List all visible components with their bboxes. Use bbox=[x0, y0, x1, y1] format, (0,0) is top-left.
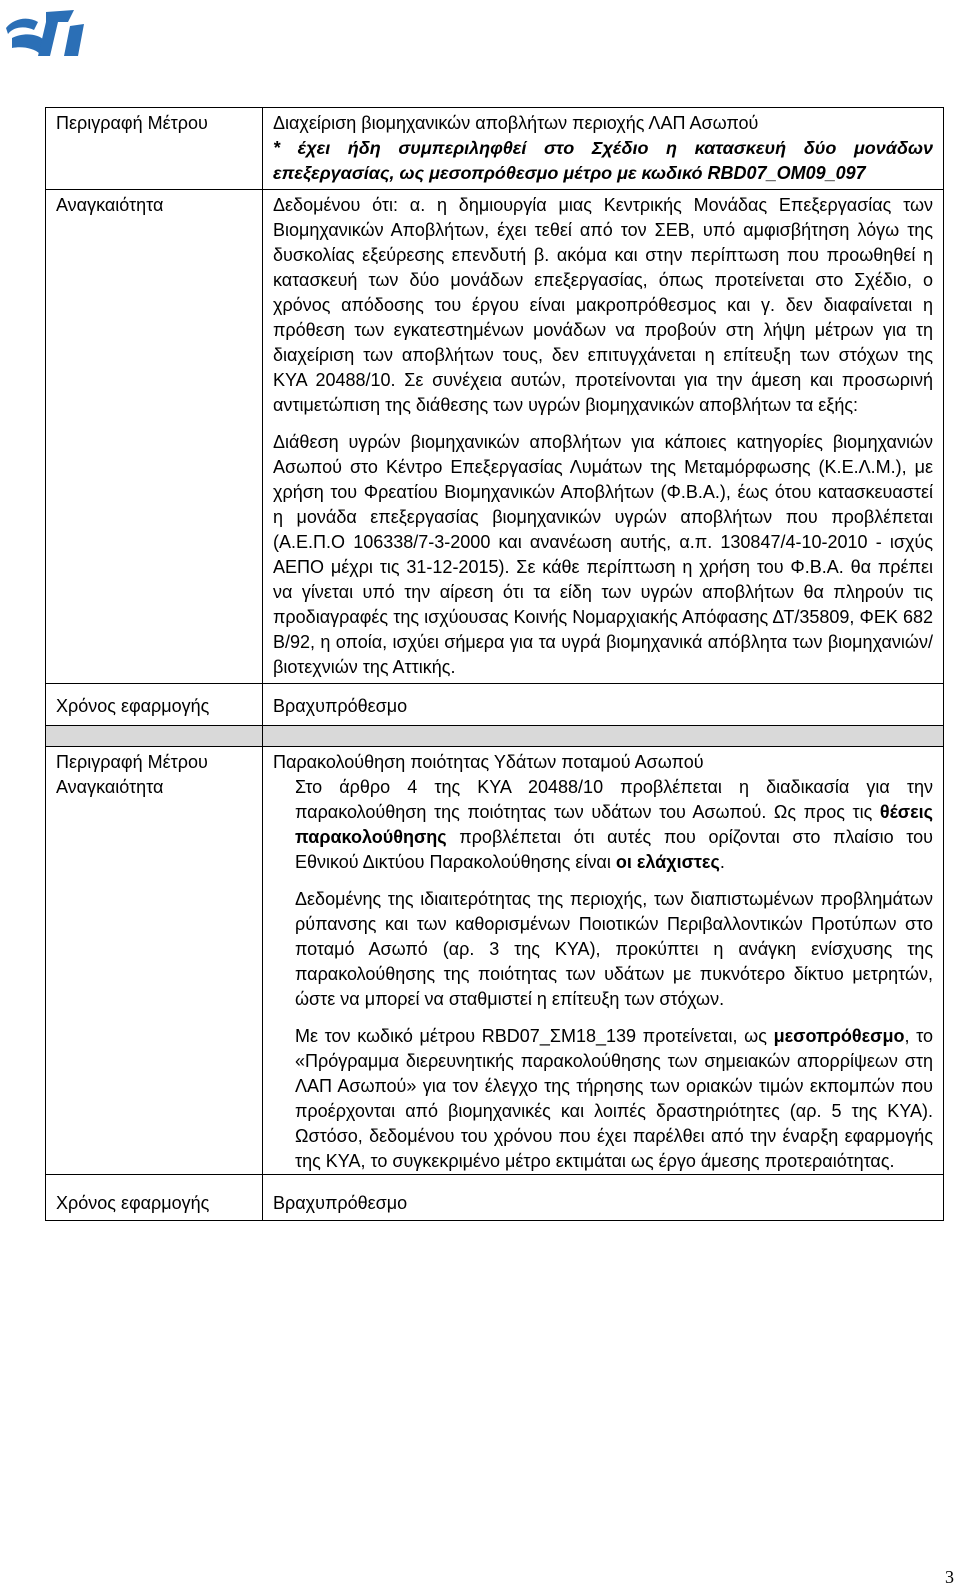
measures-table bbox=[45, 107, 944, 1221]
label-cell bbox=[46, 747, 263, 1175]
necessity-paragraph: Με τον κωδικό μέτρου RBD07_ΣΜ18_139 προτείνεται, ως μεσοπρόθεσμο, το «Πρόγραμμα διερευνητικής παρακολούθησης των σημειακών απορρίψεων στη ΛΑΠ Ασωπού» για τον έλεγχο της τήρησης των οριακών τιμών εκπομπών που προέρχονται από βιομηχανικές και λοιπές δραστηριότητες (αρ. 5 της ΚΥΑ). Ωστόσο, δεδομένου του χρόνου που έχει παρέλθει από την έναρξη εφαρμογής της ΚΥΑ, το συγκεκριμένο μέτρο εκτιμάται ως έργο άμεσης προτεραιότητας. bbox=[295, 1026, 934, 1171]
necessity-block bbox=[273, 775, 933, 1174]
necessity-paragraph: Στο άρθρο 4 της ΚΥΑ 20488/10 προβλέπεται η διαδικασία για την παρακολούθηση της ποιότητας των υδάτων του Ασωπού. Ως προς τις θέσεις παρακολούθησης προβλέπεται ότι αυτές που ορίζονται στο πλαίσιο του Εθνικού Δικτύου Παρακολούθησης είναι οι ελάχιστες. bbox=[295, 777, 933, 872]
table-row bbox=[46, 1175, 944, 1221]
table-row bbox=[46, 108, 944, 190]
label-timing: Χρόνος εφαρμογής bbox=[46, 684, 263, 726]
description-text: Παρακολούθηση ποιότητας Υδάτων ποταμού Ασωπού bbox=[273, 752, 704, 772]
necessity-paragraph: Διάθεση υγρών βιομηχανικών αποβλήτων για κάποιες κατηγορίες βιομηχανιών Ασωπού στο Κέντρο Επεξεργασίας Λυμάτων της Μεταμόρφωσης (Κ.Ε.Λ.Μ.), με χρήση του Φρεατίου Βιομηχανικών Αποβλήτων (Φ.Β.Α.), έως ότου κατασκευαστεί η μονάδα επεξεργασίας βιομηχανικών υγρών αποβλήτων που προβλέπεται (Α.Ε.Π.Ο 106338/7-3-2000 και ανανέωση αυτής, α.π. 130847/4-10-2010 - ισχύς ΑΕΠΟ μέχρι τις 31-12-2015). Σε κάθε περίπτωση η χρήση του Φ.Β.Α. θα πρέπει να γίνεται υπό την αίρεση ότι τα είδη των υγρών αποβλήτων θα πληρούν τις προδιαγραφές της ισχύουσας Κοινής Νομαρχιακής Απόφασης ΔΤ/35809, ΦΕΚ 682 Β/92, η οποία, ισχύει σήμερα για τα υγρά βιομηχανικά απόβλητα των βιομηχανιών/βιοτεχνιών της Αττικής. bbox=[273, 432, 933, 677]
organization-logo-icon bbox=[4, 4, 90, 60]
label-description: Περιγραφή Μέτρου bbox=[46, 108, 263, 190]
label-timing: Χρόνος εφαρμογής bbox=[46, 1175, 263, 1221]
necessity-paragraph: Δεδομένης της ιδιαιτερότητας της περιοχής, των διαπιστωμένων προβλημάτων ρύπανσης και των καθορισμένων Ποιοτικών Περιβαλλοντικών Προτύπων στο ποταμό Ασωπό (αρ. 3 της ΚΥΑ), προκύπτει η ανάγκη ενίσχυσης της παρακολούθησης της ποιότητας των υδάτων με πυκνότερο δίκτυο μετρητών, ώστε να μπορεί να σταθμιστεί η επίτευξη των στόχων. bbox=[295, 889, 933, 1009]
table-row bbox=[46, 747, 944, 1175]
description-note: * έχει ήδη συμπεριληφθεί στο Σχέδιο η κατασκευή δύο μονάδων επεξεργασίας, ως μεσοπρόθεσμο μέτρο με κωδικό RBD07_OM09_097 bbox=[273, 138, 933, 183]
table-separator-row bbox=[46, 726, 944, 747]
timing-value: Βραχυπρόθεσμο bbox=[263, 684, 944, 726]
table-row bbox=[46, 190, 944, 684]
timing-value: Βραχυπρόθεσμο bbox=[263, 1175, 944, 1221]
necessity-paragraph: Δεδομένου ότι: α. η δημιουργία μιας Κεντρικής Μονάδας Επεξεργασίας των Βιομηχανικών Αποβλήτων, έχει τεθεί από τον ΣΕΒ, υπό αμφισβήτηση λόγω της δυσκολίας εξεύρεσης επενδυτή β. ακόμα και στην περίπτωση που προωθηθεί η κατασκευή των δύο μονάδων επεξεργασίας, όπως προτείνεται στο Σχέδιο, ο χρόνος απόδοσης του έργου είναι μακροπρόθεσμος και γ. δεν διαφαίνεται η πρόθεση των εγκατεστημένων μονάδων να προβούν στη λήψη μέτρων για τη διαχείριση των αποβλήτων τους, δεν επιτυγχάνεται η επίτευξη των στόχων της ΚΥΑ 20488/10. Σε συνέχεια αυτών, προτείνονται για την άμεση και προσωρινή αντιμετώπιση της διάθεσης των υγρών βιομηχανικών αποβλήτων τα εξής: bbox=[273, 195, 933, 415]
description-cell bbox=[263, 108, 944, 190]
description-text: Διαχείριση βιομηχανικών αποβλήτων περιοχής ΛΑΠ Ασωπού bbox=[273, 113, 759, 133]
label-description: Περιγραφή Μέτρου bbox=[56, 752, 208, 772]
necessity-cell bbox=[263, 190, 944, 684]
label-necessity: Αναγκαιότητα bbox=[46, 190, 263, 684]
table-row bbox=[46, 684, 944, 726]
content-cell bbox=[263, 747, 944, 1175]
page-number: 3 bbox=[945, 1567, 954, 1587]
label-necessity: Αναγκαιότητα bbox=[56, 777, 164, 797]
